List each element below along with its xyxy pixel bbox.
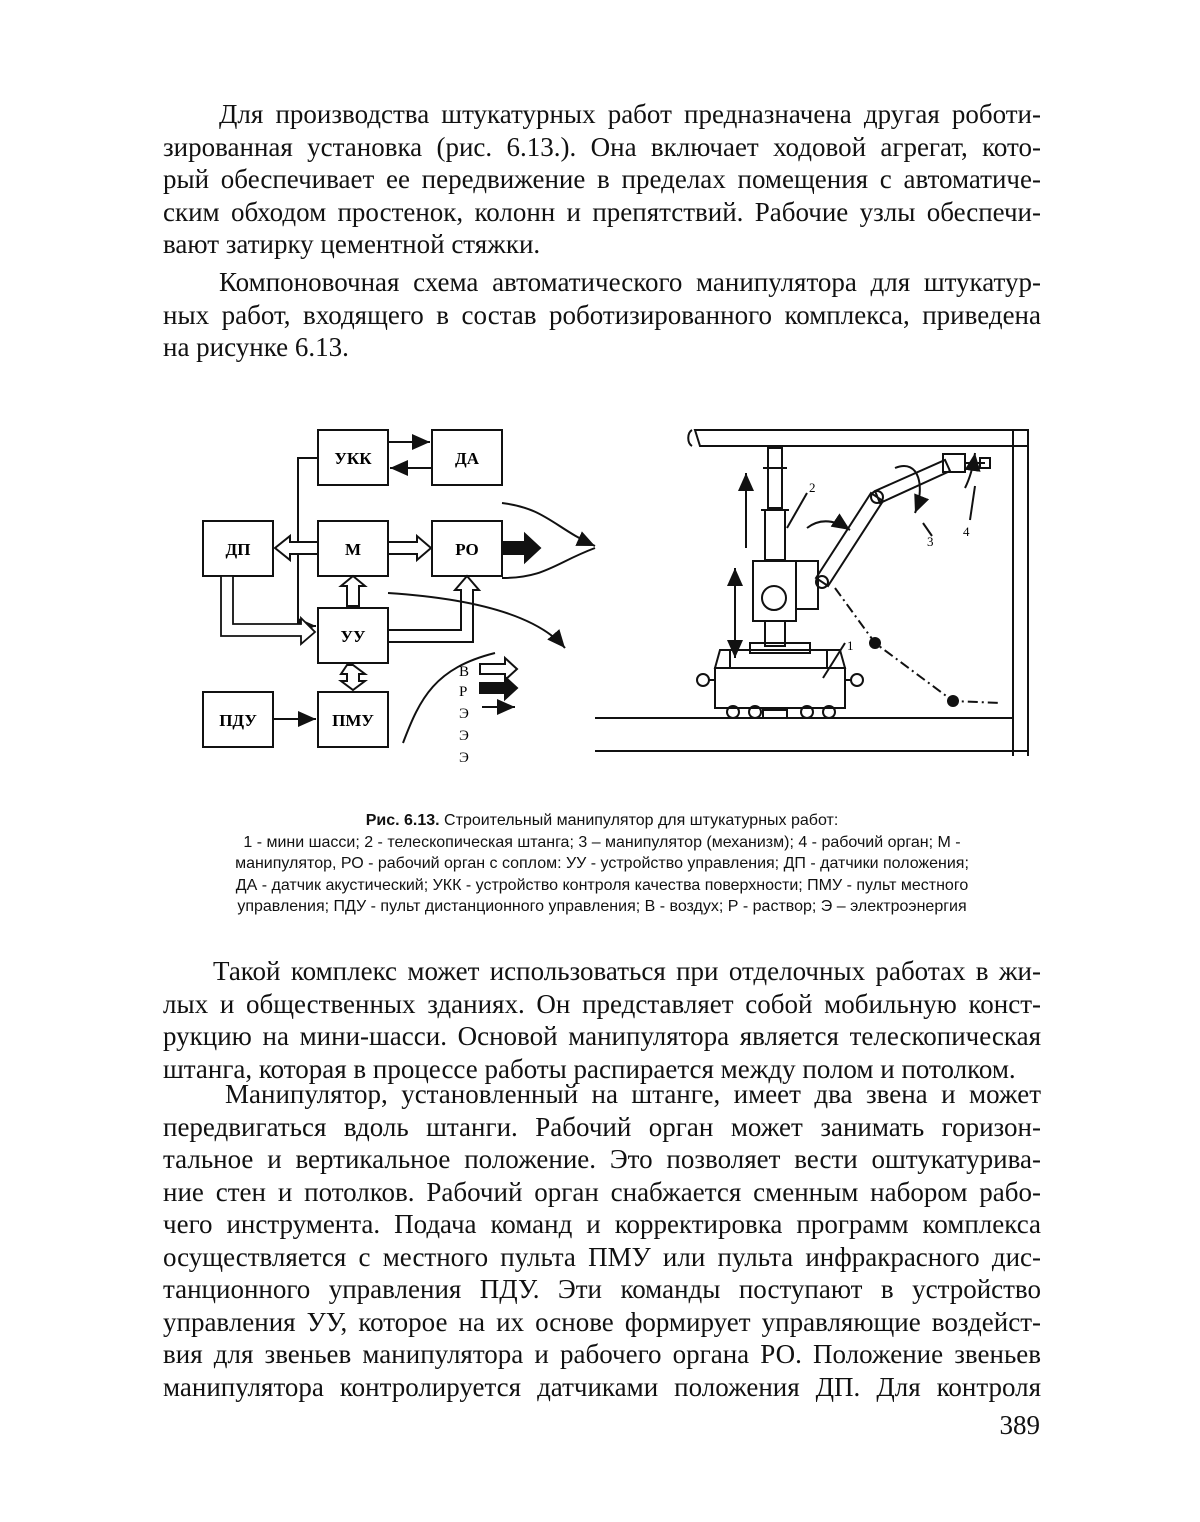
legend bbox=[459, 664, 469, 766]
text-line: ние стен и потолков. Рабочий орган снабжается сменным набором рабо- bbox=[163, 1176, 1041, 1207]
trajectory-points bbox=[869, 637, 959, 707]
figure-6-13 bbox=[195, 418, 1040, 778]
text-line: Манипулятор, установленный на штанге, имеет два звена и может bbox=[225, 1079, 1041, 1109]
caption-title-number: Рис. 6.13. bbox=[365, 812, 440, 829]
robot-label: 1 bbox=[847, 638, 854, 653]
caption-line: ДА - датчик акустический; УКК - устройство контроля качества поверхности; ПМУ - пульт местного bbox=[235, 876, 969, 894]
figure-diagram bbox=[195, 418, 1040, 778]
text-line: штанга, которая в процессе работы распирается между полом и потолком. bbox=[163, 1053, 1016, 1084]
caption-line: манипулятор, РО - рабочий орган с соплом: УУ - устройство управления; ДП - датчики положения; bbox=[235, 855, 969, 872]
text-line: Такой комплекс может использоваться при отделочных работах в жи- bbox=[213, 956, 1041, 986]
paragraph-2 bbox=[163, 266, 1041, 364]
legend-letter: Р bbox=[459, 684, 468, 700]
legend-arrows bbox=[480, 658, 517, 707]
text-line: ных работ, входящего в состав роботизированного комплекса, приведена bbox=[163, 299, 1041, 330]
robot-label: 4 bbox=[963, 524, 970, 539]
label-pmu: ПМУ bbox=[332, 711, 374, 730]
block-diagram bbox=[203, 430, 595, 747]
label-dp: ДП bbox=[225, 540, 251, 559]
text-line: передвигаться вдоль штанги. Рабочий орган может занимать горизон- bbox=[163, 1111, 1041, 1142]
legend-letter: В bbox=[459, 664, 470, 680]
paragraph-1 bbox=[163, 98, 1041, 261]
text-line: на рисунке 6.13. bbox=[163, 332, 349, 362]
label-m: М bbox=[344, 540, 362, 559]
text-line: Компоновочная схема автоматического манипулятора для штукатур- bbox=[219, 267, 1041, 297]
robot-drawing bbox=[595, 430, 1028, 756]
label-pdu: ПДУ bbox=[219, 711, 257, 730]
text-line: зированная установка (рис. 6.13.). Она включает ходовой агрегат, кото- bbox=[163, 131, 1041, 162]
robot-labels bbox=[809, 480, 970, 653]
text-line: вают затирку цементной стяжки. bbox=[163, 229, 541, 259]
caption-line: управления; ПДУ - пульт дистанционного управления; В - воздух; Р - раствор; Э – электроэнергия bbox=[237, 898, 967, 915]
text-line: Для производства штукатурных работ предназначена другая роботи- bbox=[219, 99, 1041, 129]
text-line: тальное и вертикальное положение. Это позволяет вести оштукатурива- bbox=[163, 1144, 1041, 1174]
caption-title-text: Строительный манипулятор для штукатурных работ: bbox=[439, 812, 839, 829]
text-line: рый обеспечивает ее передвижение в пределах помещения с автоматиче- bbox=[163, 164, 1041, 194]
text-line: манипулятора контролируется датчиками положения ДП. Для контроля bbox=[163, 1371, 1041, 1402]
text-line: чего инструмента. Подача команд и корректировка программ комплекса bbox=[163, 1209, 1041, 1239]
robot-label: 3 bbox=[927, 534, 934, 549]
caption-title bbox=[165, 810, 1039, 832]
text-line: танционного управления ПДУ. Эти команды поступают в устройство bbox=[163, 1274, 1041, 1304]
label-ukk: УКК bbox=[334, 449, 372, 468]
text-line: ским обходом простенок, колонн и препятствий. Рабочие узлы обеспечи- bbox=[163, 196, 1041, 227]
paragraph-4 bbox=[163, 1078, 1041, 1403]
caption-line: 1 - мини шасси; 2 - телескопическая штанга; 3 – манипулятор (механизм); 4 - рабочий орган; М - bbox=[243, 833, 961, 851]
text-line: управления УУ, которое на их основе формирует управляющие воздейст- bbox=[163, 1306, 1041, 1337]
paragraph-3 bbox=[163, 955, 1041, 1085]
legend-letter: Э bbox=[459, 750, 469, 766]
label-da: ДА bbox=[455, 449, 479, 468]
text-line: вия для звеньев манипулятора и рабочего органа РО. Положение звеньев bbox=[163, 1339, 1041, 1369]
text-line: рукцию на мини-шасси. Основой манипулятора является телескопическая bbox=[163, 1021, 1041, 1051]
legend-letter: Э bbox=[459, 728, 469, 744]
text-line: осуществляется с местного пульта ПМУ или пульта инфракрасного дис- bbox=[163, 1241, 1041, 1272]
page-number: 389 bbox=[999, 1410, 1040, 1440]
legend-letter: Э bbox=[459, 706, 469, 722]
robot-label: 2 bbox=[809, 480, 816, 495]
figure-caption bbox=[165, 810, 1039, 918]
label-uu: УУ bbox=[340, 627, 366, 646]
label-ro: РО bbox=[455, 540, 479, 559]
text-line: лых и общественных зданиях. Он представляет собой мобильную конст- bbox=[163, 988, 1041, 1019]
